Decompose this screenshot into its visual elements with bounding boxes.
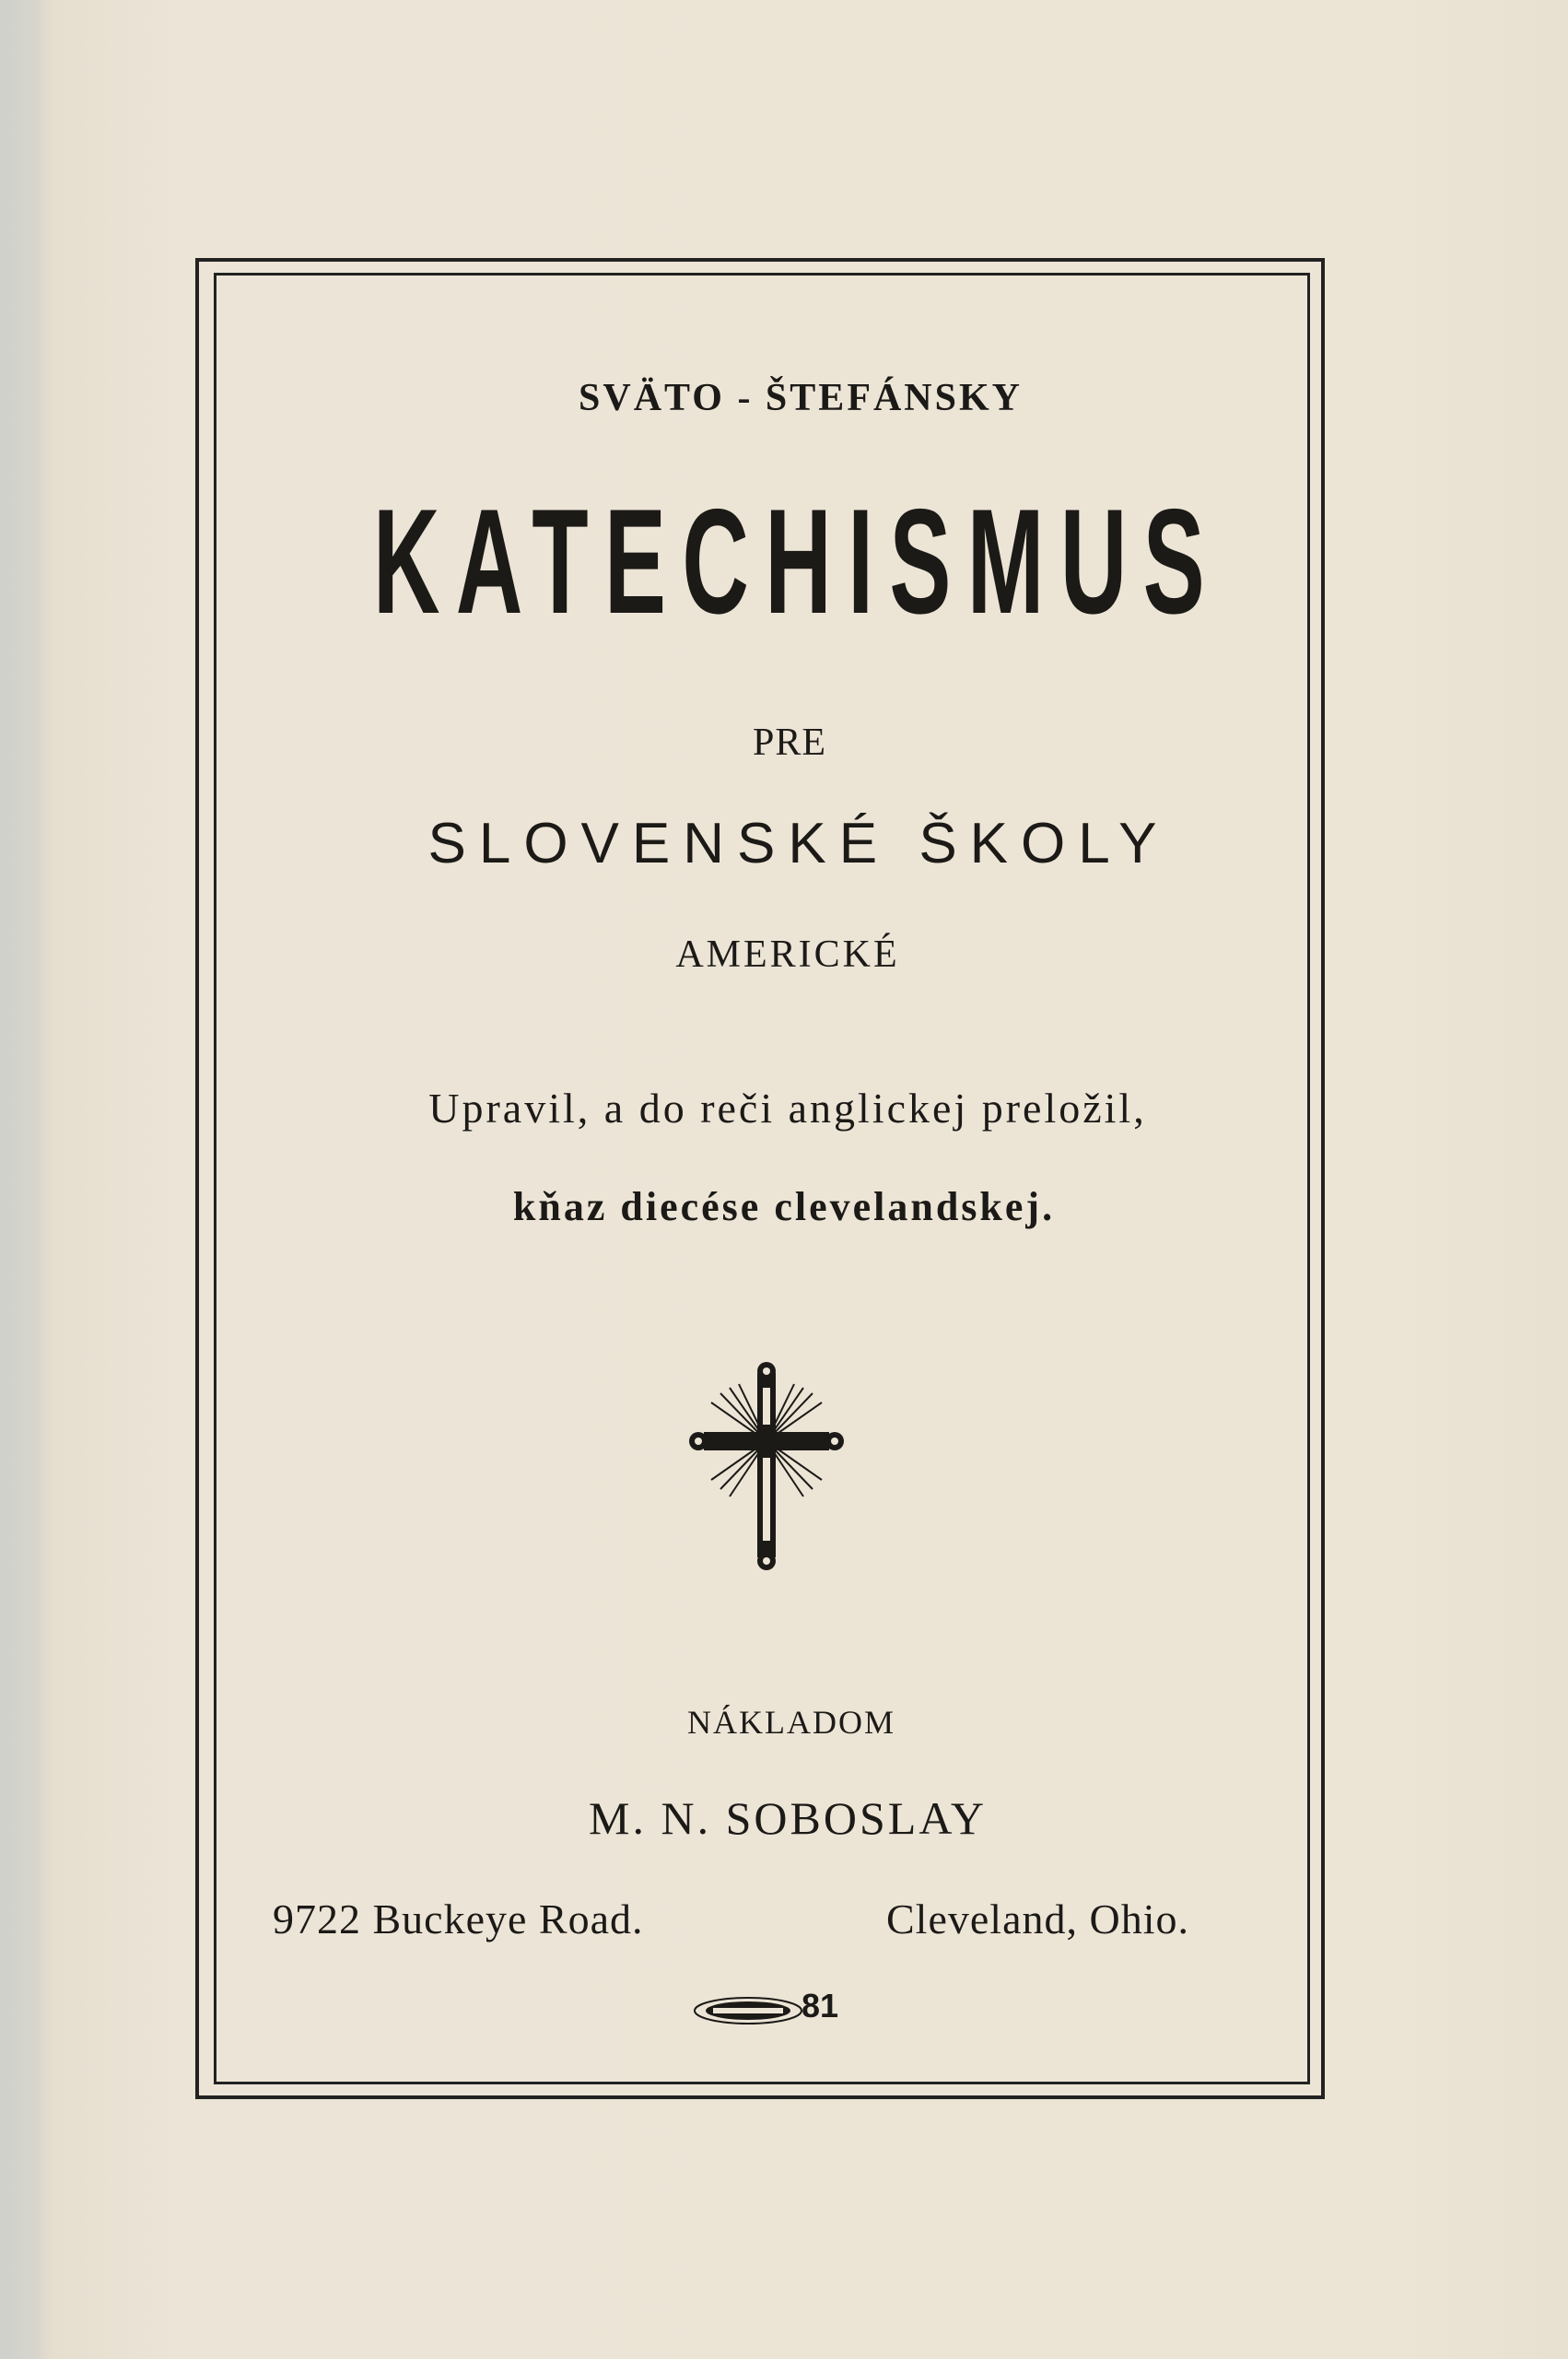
page-edge [0, 0, 48, 2359]
subtitle-top: SVÄTO - ŠTEFÁNSKY [579, 377, 1023, 419]
publisher-address: 9722 Buckeye Road. [273, 1895, 644, 1942]
pre-text: PRE [752, 722, 827, 764]
nakladom-text: NÁKLADOM [687, 1704, 895, 1741]
knaz-text: kňaz diecése clevelandskej. [512, 1184, 1056, 1229]
union-label-icon [693, 1992, 803, 2029]
americke-text: AMERICKÉ [675, 933, 900, 976]
union-label-number: 81 [802, 1987, 839, 2025]
main-title: KATECHISMUS [372, 478, 1222, 645]
publisher-name: M. N. SOBOSLAY [589, 1792, 987, 1844]
upravil-text: Upravil, a do reči anglickej preložil, [428, 1085, 1147, 1132]
slovenske-skoly-text: SLOVENSKÉ ŠKOLY [427, 812, 1170, 875]
ornamental-cross-icon [684, 1360, 849, 1572]
publisher-city: Cleveland, Ohio. [886, 1895, 1189, 1942]
